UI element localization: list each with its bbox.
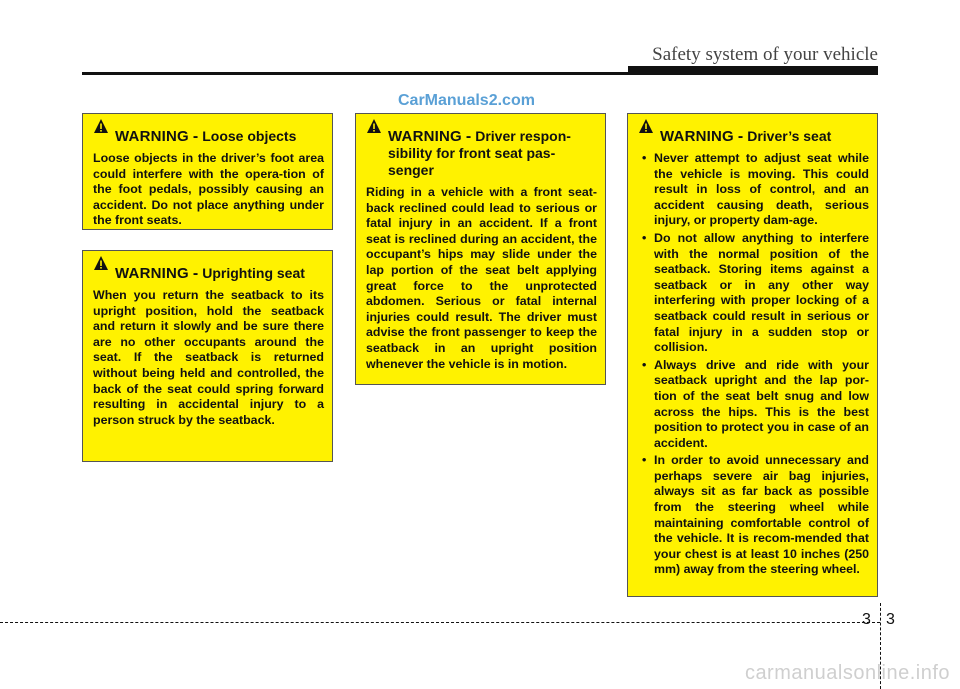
warning-topic: Driver’s seat <box>747 128 832 144</box>
footer-dashed-rule <box>0 622 880 623</box>
warning-word: WARNING <box>660 128 734 145</box>
chapter-number: 3 <box>862 611 871 628</box>
warning-list <box>638 151 869 578</box>
warning-title: WARNING - Driver’s seat <box>638 128 869 145</box>
list-item: • In order to avoid unnecessary and perhaps severe air bag injuries, always sit as far back as possible from the steering wheel while maintaining comfortable control of the vehicle. It is recom-mended that your chest is at least 10 inches (250 mm) away from the steering wheel. <box>638 453 869 578</box>
warning-body: Riding in a vehicle with a front seat-back reclined could lead to serious or fatal injury in an accident. If a front seat is reclined during an accident, the occupant’s hips may slide under the lap portion of the seat belt applying great force to the unprotected abdomen. Serious or fatal internal injuries could result. The driver must advise the front passenger to keep the seatback in an upright position whenever the vehicle is in motion. <box>366 185 597 371</box>
warning-title: WARNING - Driver respon-sibility for front seat pas-senger <box>366 128 597 179</box>
list-item: • Never attempt to adjust seat while the vehicle is moving. This could result in loss of control, and an accident causing death, serious injury, or property dam-age. <box>638 151 869 229</box>
list-item: • Always drive and ride with your seatback upright and the lap por-tion of the seat belt snug and low across the hips. This is the best position to protect you in case of an accident. <box>638 358 869 452</box>
warning-title: WARNING - Loose objects <box>93 128 324 145</box>
warning-topic: Uprighting seat <box>202 265 305 281</box>
warning-body: Loose objects in the driver’s foot area could interfere with the opera-tion of the foot pedals, possibly causing an accident. Do not place anything under the front seats. <box>93 151 324 228</box>
warning-word: WARNING <box>388 128 462 145</box>
warning-triangle-icon <box>366 118 382 134</box>
warning-word: WARNING <box>115 265 189 282</box>
warning-word: WARNING <box>115 128 189 145</box>
warning-body: When you return the seatback to its upright position, hold the seatback and return it slowly and be sure there are no other occupants around the seat. If the seatback is returned without being held and controlled, the back of the seat could spring forward resulting in accidental injury to a person struck by the seatback. <box>93 288 324 427</box>
warning-topic: Driver respon-sibility for front seat pas-senger <box>388 128 571 178</box>
watermark-link[interactable]: CarManuals2.com <box>398 92 535 109</box>
warning-box-loose-objects <box>82 113 333 230</box>
warning-body <box>638 151 869 578</box>
warning-box-uprighting-seat <box>82 250 333 462</box>
page-number: 3 <box>886 611 895 628</box>
warning-triangle-icon <box>638 118 654 134</box>
footer-watermark: carmanualsonline.info <box>744 662 950 684</box>
warning-box-drivers-seat <box>627 113 878 597</box>
page-header-title: Safety system of your vehicle <box>652 44 878 65</box>
warning-box-driver-responsibility <box>355 113 606 385</box>
warning-title: WARNING - Uprighting seat <box>93 265 324 282</box>
warning-triangle-icon <box>93 118 109 134</box>
warning-triangle-icon <box>93 255 109 271</box>
list-item: • Do not allow anything to interfere with the normal position of the seatback. Storing items against a seatback or in any other way interfering with proper locking of a seatback could result in serious or fatal injury in a sudden stop or collision. <box>638 231 869 356</box>
warning-topic: Loose objects <box>202 128 297 144</box>
header-rule <box>82 72 878 75</box>
